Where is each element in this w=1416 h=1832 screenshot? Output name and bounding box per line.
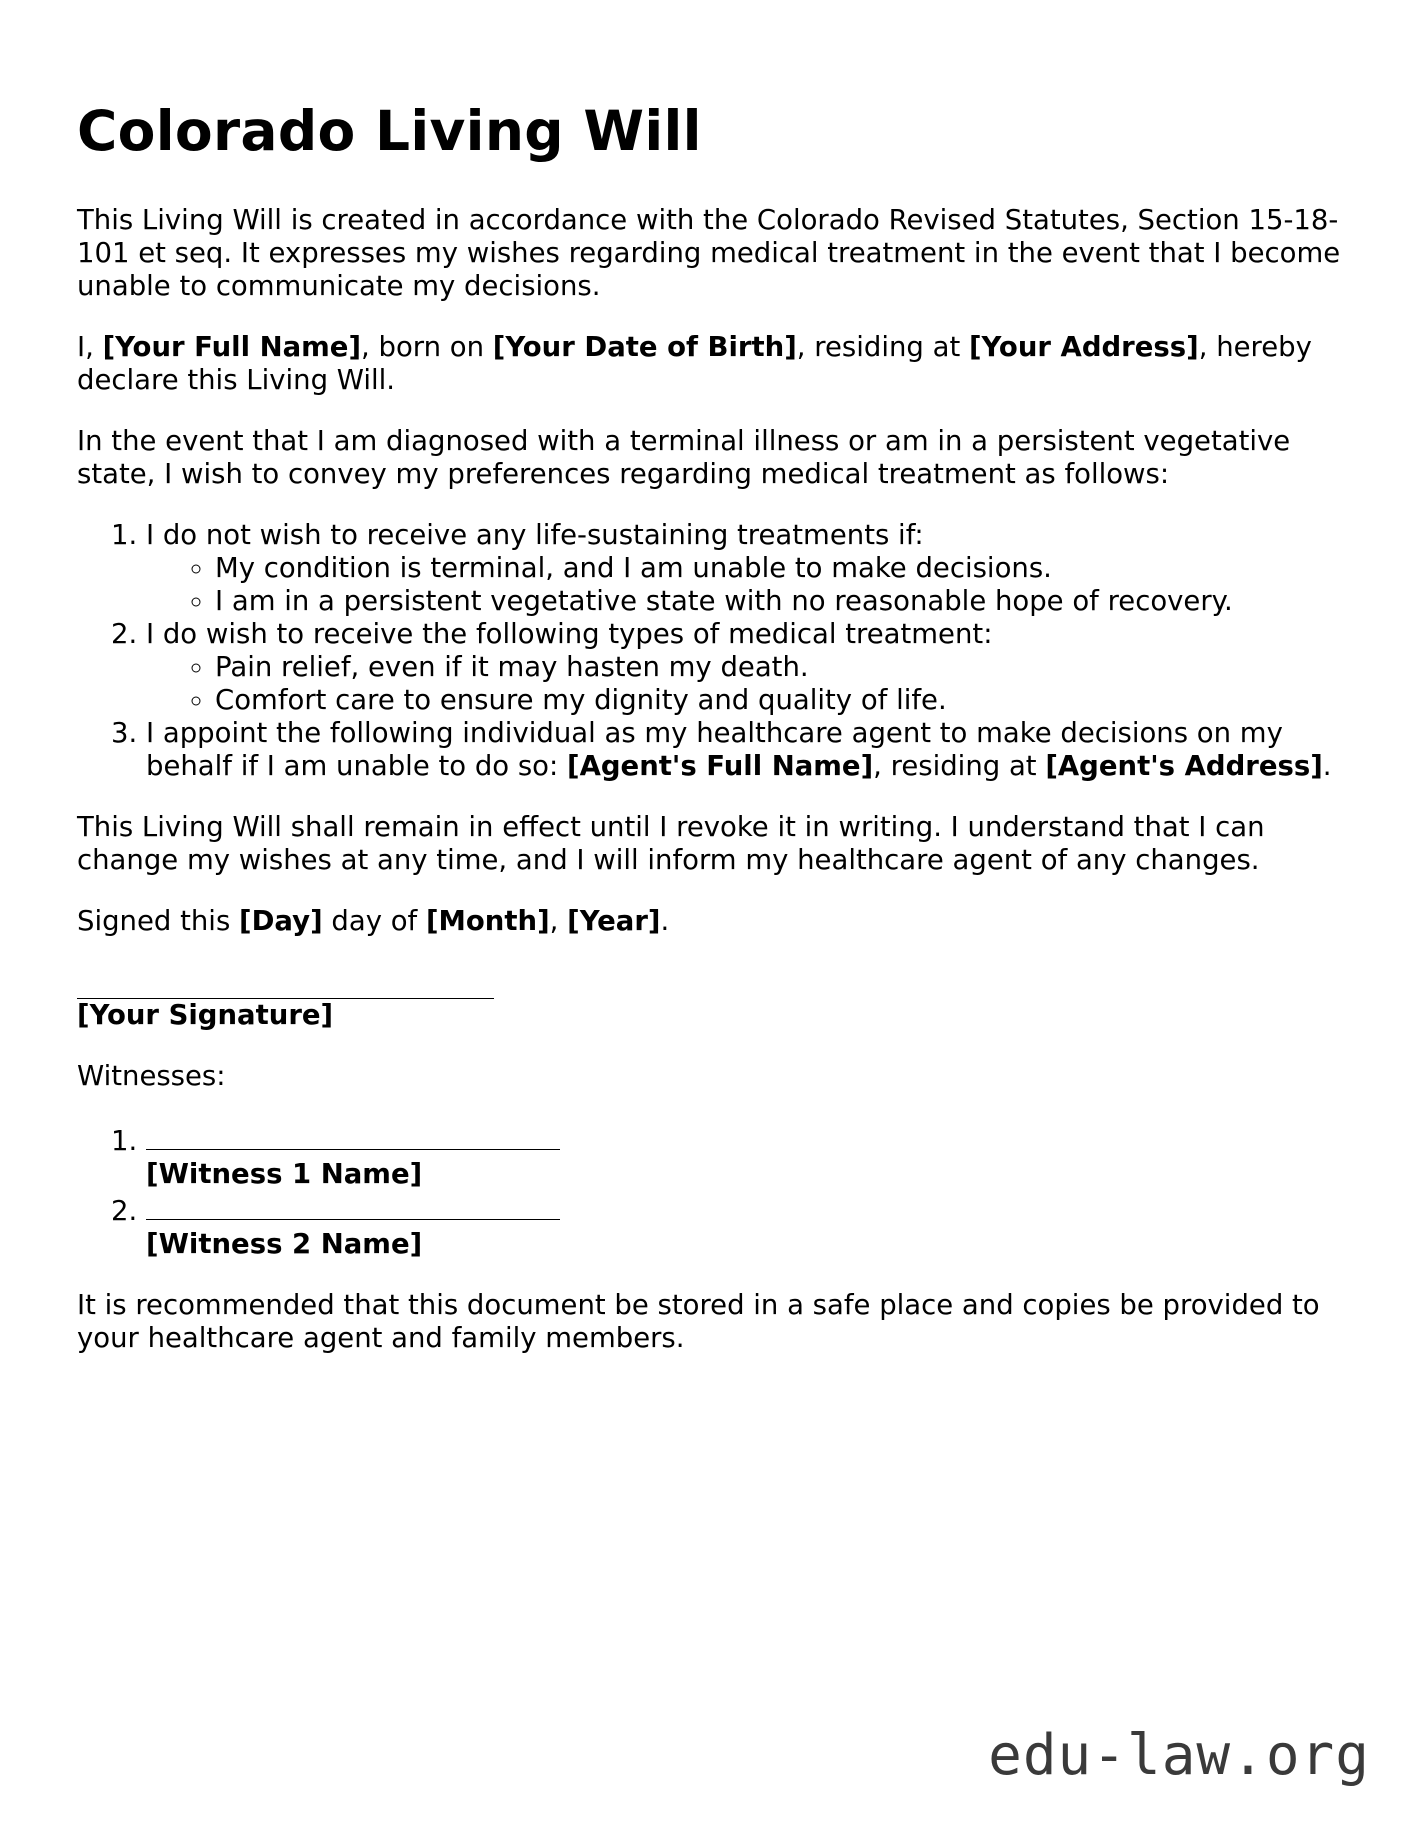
sub-list (146, 651, 1347, 717)
year-placeholder: [Year] (567, 905, 661, 937)
list-item: ◦ I am in a persistent vegetative state with no reasonable hope of recovery. (215, 585, 1347, 618)
month-placeholder: [Month] (425, 905, 550, 937)
watermark: edu-law.org (988, 1723, 1370, 1788)
wishes-list (77, 519, 1347, 783)
witness-signature-line (146, 1191, 560, 1220)
witness-name-label: [Witness 2 Name] (146, 1228, 423, 1260)
date-of-birth-placeholder: [Your Date of Birth] (492, 331, 797, 363)
signature-block (77, 966, 1347, 1032)
day-placeholder: [Day] (239, 905, 323, 937)
list-item: ◦ Comfort care to ensure my dignity and quality of life. (215, 684, 1347, 717)
recommendation-paragraph: It is recommended that this document be stored in a safe place and copies be provided to your healthcare agent and family members. (77, 1289, 1320, 1354)
list-item: ◦ Pain relief, even if it may hasten my death. (215, 651, 1347, 684)
witness-name-label: [Witness 1 Name] (146, 1158, 423, 1190)
list-item: ◦ My condition is terminal, and I am unable to make decisions. (215, 552, 1347, 585)
agent-address-placeholder: [Agent's Address] (1045, 750, 1323, 782)
list-item: 1. I do not wish to receive any life-sustaining treatments if: ◦ My condition is terminal, and I am unable to make decisions. ◦ I am in a persistent vegetative state with no reasonable hope of recovery. (146, 519, 1347, 618)
signature-line (77, 966, 494, 999)
witnesses-label: Witnesses: (77, 1060, 226, 1092)
address-placeholder: [Your Address] (968, 331, 1199, 363)
sub-list (146, 552, 1347, 618)
list-item: 3. I appoint the following individual as my healthcare agent to make decisions on my behalf if I am unable to do so: [Agent's Full Name], residing at [Agent's Address]. (146, 717, 1347, 783)
list-item (146, 1121, 1347, 1191)
intro-paragraph: This Living Will is created in accordance with the Colorado Revised Statutes, Section 15-18-101 et seq. It expresses my wishes regarding medical treatment in the event that I become unable to communicate my decisions. (77, 204, 1341, 302)
signed-date-line: Signed this [Day] day of [Month], [Year]. (77, 905, 670, 937)
witness-list (77, 1121, 1347, 1261)
witness-signature-line (146, 1121, 560, 1150)
document-title: Colorado Living Will (77, 99, 702, 163)
list-item (146, 1191, 1347, 1261)
full-name-placeholder: [Your Full Name] (102, 331, 362, 363)
list-item: 2. I do wish to receive the following types of medical treatment: ◦ Pain relief, even if it may hasten my death. ◦ Comfort care to ensure my dignity and quality of life. (146, 618, 1347, 717)
condition-paragraph: In the event that I am diagnosed with a terminal illness or am in a persistent vegetative state, I wish to convey my preferences regarding medical treatment as follows: (77, 425, 1291, 490)
declaration-paragraph: I, [Your Full Name], born on [Your Date of Birth], residing at [Your Address], hereby declare this Living Will. (77, 331, 1312, 396)
document-body (77, 98, 1347, 1383)
agent-name-placeholder: [Agent's Full Name] (567, 750, 874, 782)
signature-label: [Your Signature] (77, 999, 334, 1031)
revocation-paragraph: This Living Will shall remain in effect until I revoke it in writing. I understand that I can change my wishes at any time, and I will inform my healthcare agent of any changes. (77, 811, 1265, 876)
